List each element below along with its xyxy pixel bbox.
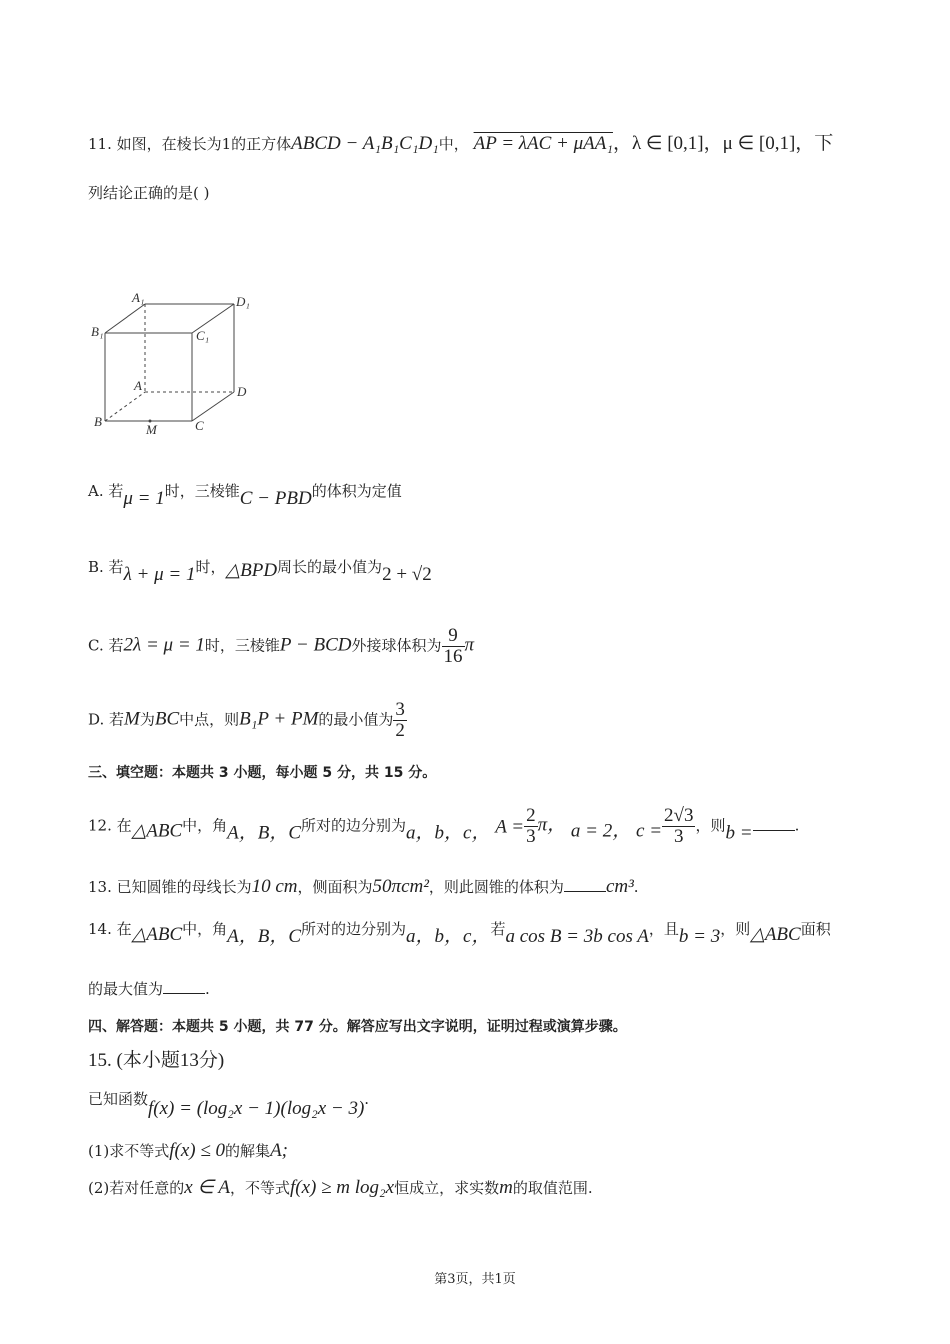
q11-line2: 列结论正确的是( ) bbox=[88, 184, 210, 202]
q14-mid: 中，角 bbox=[182, 920, 228, 938]
option-c-post: 外接球体积为 bbox=[351, 636, 442, 655]
q12-b: b = bbox=[725, 822, 753, 844]
frac-num: 3 bbox=[395, 699, 405, 720]
option-a-pre: A. 若 bbox=[88, 482, 124, 500]
q15-p1-post: 的解集 bbox=[225, 1142, 271, 1160]
q12-mid: 中，角 bbox=[182, 816, 228, 835]
frac-num: 2√3 bbox=[664, 805, 694, 826]
option-c-mid: 时，三棱锥 bbox=[204, 636, 280, 655]
q12-pre: 12. 在 bbox=[88, 816, 132, 835]
q13-unit: cm³ bbox=[605, 876, 634, 897]
option-c-pre: C. 若 bbox=[88, 636, 124, 655]
q12-pi: π， bbox=[537, 814, 567, 836]
q14-tri2: △ABC bbox=[750, 924, 801, 945]
option-d-pre: D. 若 bbox=[88, 710, 125, 729]
q12 bbox=[88, 806, 799, 847]
option-d-bc: BC bbox=[154, 708, 180, 730]
option-b-pre: B. 若 bbox=[88, 558, 124, 576]
option-c-cond: 2λ = μ = 1 bbox=[123, 634, 205, 656]
q15-part2 bbox=[88, 1176, 593, 1199]
label-B1: B₁ bbox=[91, 324, 104, 339]
section-4-heading: 四、解答题：本题共 5 小题，共 77 分。解答应写出文字说明，证明过程或演算步骤。 bbox=[88, 1019, 627, 1035]
option-b-expr: △BPD bbox=[225, 560, 278, 581]
q14-tri: △ABC bbox=[131, 924, 183, 945]
q12-sides: a，b，c， bbox=[406, 822, 491, 844]
q15-dot: . bbox=[364, 1090, 370, 1108]
label-M: M bbox=[146, 422, 157, 437]
option-b-val: 2 + √2 bbox=[382, 564, 432, 585]
q13-mid: ，侧面积为 bbox=[297, 878, 373, 896]
q13-post: ，则此圆锥的体积为 bbox=[428, 878, 564, 896]
q12-a-angle: A = bbox=[495, 816, 525, 838]
label-D1: D₁ bbox=[236, 294, 250, 309]
frac-den: 16 bbox=[443, 646, 463, 667]
label-B: B bbox=[94, 414, 102, 429]
option-d bbox=[88, 700, 407, 741]
option-a-cond: μ = 1 bbox=[123, 488, 165, 509]
q15-p2-expr: f(x) ≥ m log₂x bbox=[290, 1177, 395, 1198]
option-a-post: 的体积为定值 bbox=[311, 482, 402, 500]
q14-mid2: 所对的边分别为 bbox=[301, 920, 407, 938]
option-d-post: 的最小值为 bbox=[318, 710, 394, 729]
q14-area: 面积 bbox=[800, 920, 831, 938]
q14-line2-text: 的最大值为 bbox=[88, 980, 164, 998]
q15-part1 bbox=[88, 1140, 288, 1162]
option-a-expr: C − PBD bbox=[239, 488, 312, 509]
q12-frac-a bbox=[524, 806, 538, 847]
q14-answer-blank[interactable] bbox=[163, 993, 205, 994]
q15-p2-x: x ∈ A bbox=[184, 1177, 230, 1198]
q14-if: 若 bbox=[490, 920, 506, 938]
frac-den: 2 bbox=[395, 720, 405, 741]
label-C1: C₁ bbox=[196, 328, 210, 343]
label-C: C bbox=[195, 418, 204, 433]
q14-eq: a cos B = 3b cos A bbox=[505, 926, 649, 947]
q12-angles: A，B，C bbox=[227, 822, 302, 844]
q15-p2-mid: ，不等式 bbox=[230, 1179, 291, 1197]
frac-num: 9 bbox=[442, 626, 465, 647]
q15-func: f(x) = (log₂x − 1)(log₂x − 3) bbox=[148, 1098, 365, 1119]
option-d-expr: B₁P + PM bbox=[239, 708, 319, 730]
q14-end: . bbox=[205, 980, 210, 998]
q11-text-b: 中， bbox=[438, 135, 469, 153]
label-A1: A₁ bbox=[132, 290, 145, 305]
label-A: A bbox=[134, 378, 142, 393]
q12-a-eq: a = 2， bbox=[570, 820, 632, 842]
q15-p2-mid2: 恒成立，求实数 bbox=[394, 1179, 500, 1197]
section-3-heading: 三、填空题：本题共 3 小题，每小题 5 分，共 15 分。 bbox=[88, 765, 437, 781]
q15-p2-post: 的取值范围. bbox=[512, 1179, 593, 1197]
q11-vector-eq: AP = λAC + μAA₁ bbox=[473, 133, 613, 154]
frac-den: 3 bbox=[674, 826, 684, 847]
q12-answer-blank[interactable] bbox=[753, 830, 795, 831]
q13-len: 10 cm bbox=[251, 876, 298, 897]
q15-heading: 15. (本小题13分) bbox=[88, 1050, 225, 1071]
q11-cube-expr: ABCD − A₁B₁C₁D₁ bbox=[291, 133, 439, 154]
q13 bbox=[88, 876, 639, 898]
q13-end: . bbox=[633, 878, 639, 896]
q14-line2 bbox=[88, 978, 210, 999]
q12-tail: ，则 bbox=[695, 816, 726, 835]
option-a bbox=[88, 480, 402, 510]
q12-mid2: 所对的边分别为 bbox=[301, 816, 407, 835]
option-c-frac bbox=[442, 626, 465, 667]
q13-answer-blank[interactable] bbox=[564, 891, 606, 892]
q13-pre: 13. 已知圆锥的母线长为 bbox=[88, 878, 252, 896]
q14-b: b = 3 bbox=[678, 926, 721, 947]
q11-range: ，λ ∈ [0,1]，μ ∈ [0,1]，下 bbox=[612, 133, 834, 154]
page-footer: 第3页，共1页 bbox=[434, 1272, 516, 1287]
q12-frac-c bbox=[662, 806, 695, 847]
option-c-pi: π bbox=[464, 634, 475, 656]
q15-p1-set: A; bbox=[270, 1140, 288, 1161]
frac-den: 3 bbox=[526, 826, 536, 847]
q15-p1-pre: (1)求不等式 bbox=[88, 1142, 170, 1160]
option-d-mid2: 中点，则 bbox=[179, 710, 240, 729]
q15-given-text: 已知函数 bbox=[88, 1090, 149, 1108]
option-b-post: 周长的最小值为 bbox=[277, 558, 383, 576]
option-b bbox=[88, 556, 432, 586]
q15-given bbox=[88, 1088, 369, 1120]
option-b-mid: 时， bbox=[195, 558, 226, 576]
q14-and: ，且 bbox=[648, 920, 679, 938]
option-c bbox=[88, 626, 474, 667]
q13-area: 50πcm² bbox=[372, 876, 429, 897]
option-d-frac bbox=[393, 700, 407, 741]
q14-line1 bbox=[88, 918, 831, 948]
q12-c-pre: c = bbox=[636, 820, 663, 842]
option-d-mid: 为 bbox=[139, 710, 155, 729]
q14-then: ，则 bbox=[720, 920, 751, 938]
q15-p2-m: m bbox=[499, 1177, 513, 1198]
option-d-m: M bbox=[124, 708, 140, 730]
q12-end: . bbox=[794, 816, 800, 835]
option-a-mid: 时，三棱锥 bbox=[164, 482, 240, 500]
q14-pre: 14. 在 bbox=[88, 920, 132, 938]
q11-text: 11. 如图，在棱长为1的正方体 bbox=[88, 135, 292, 153]
q14-sides: a，b，c， bbox=[406, 926, 491, 947]
q11-line1 bbox=[88, 128, 833, 155]
option-b-cond: λ + μ = 1 bbox=[123, 564, 196, 585]
cube-figure bbox=[88, 288, 268, 438]
option-c-expr: P − BCD bbox=[279, 634, 352, 656]
q15-p2-pre: (2)若对任意的 bbox=[88, 1179, 185, 1197]
q12-tri: △ABC bbox=[131, 820, 183, 842]
label-D: D bbox=[237, 384, 247, 399]
q15-p1-expr: f(x) ≤ 0 bbox=[169, 1140, 226, 1161]
q14-angles: A，B，C bbox=[227, 926, 302, 947]
frac-num: 2 bbox=[526, 805, 536, 826]
